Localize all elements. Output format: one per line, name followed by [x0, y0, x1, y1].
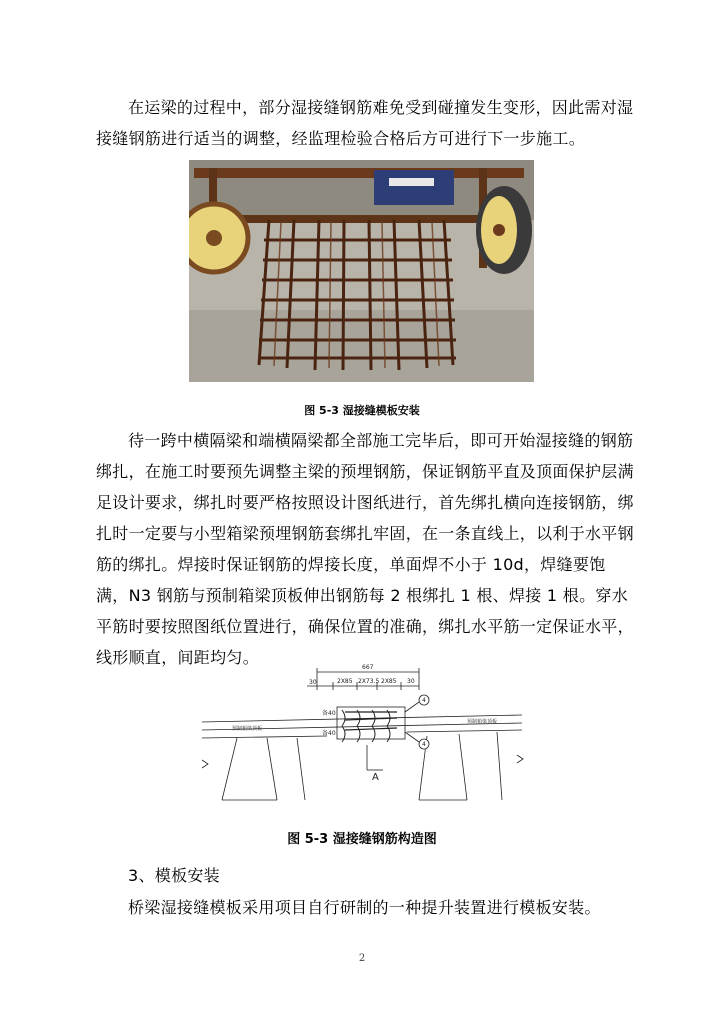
vert-bottom-label: 备40 — [322, 730, 336, 737]
figure-caption-formwork: 图 5-3 湿接缝模板安装 — [304, 404, 420, 417]
wet-joint-rebar-drawing — [197, 660, 527, 810]
left-beam-label: 预制箱梁顶板 — [232, 726, 263, 732]
section-mark: A — [372, 772, 379, 783]
right-beam-label: 预制箱梁顶板 — [467, 719, 498, 725]
wet-joint-formwork-photo — [189, 160, 534, 382]
dim-right: 30 — [407, 678, 415, 685]
callout-bottom: 4 — [422, 741, 426, 748]
dim-c: 2X85 — [381, 678, 397, 685]
paragraph-rebar-binding: 待一跨中横隔梁和端横隔梁都全部施工完毕后，即可开始湿接缝的钢筋绑扎，在施工时要预先调整主梁的预埋钢筋，保证钢筋平直及顶面保护层满足设计要求，绑扎时要严格按照设计图纸进行，首先绑扎横向连接钢筋，绑扎时一定要与小型箱梁预埋钢筋套绑扎牢固，在一条直线上，以利于水平钢筋的绑扎。焊接时保证钢筋的焊接长度，单面焊不小于 10d，焊缝要饱满，N3 钢筋与预制箱梁顶板伸出钢筋每 2 根绑扎 1 根、焊接 1 根。穿水平筋时要按照图纸位置进行，确保位置的准确，绑扎水平筋一定保证水平，线形顺直，间距均匀。 — [96, 431, 634, 667]
paragraph-rebar-adjustment: 在运梁的过程中，部分湿接缝钢筋难免受到碰撞发生变形，因此需对湿接缝钢筋进行适当的调整，经监理检验合格后方可进行下一步施工。 — [96, 98, 634, 148]
dim-left: 30 — [309, 679, 317, 686]
page-number: 2 — [358, 953, 366, 964]
dim-total: 667 — [362, 664, 374, 671]
vert-top-label: 备40 — [322, 710, 336, 717]
dim-a: 2X85 — [337, 678, 353, 685]
figure-caption-rebar-drawing: 图 5-3 湿接缝钢筋构造图 — [287, 832, 437, 847]
paragraph-formwork-install: 桥梁湿接缝模板采用项目自行研制的一种提升装置进行模板安装。 — [128, 898, 601, 917]
dim-b: 2X73.5 — [358, 678, 380, 685]
callout-top: 4 — [422, 697, 426, 704]
section-heading-formwork: 3、模板安装 — [128, 866, 220, 885]
